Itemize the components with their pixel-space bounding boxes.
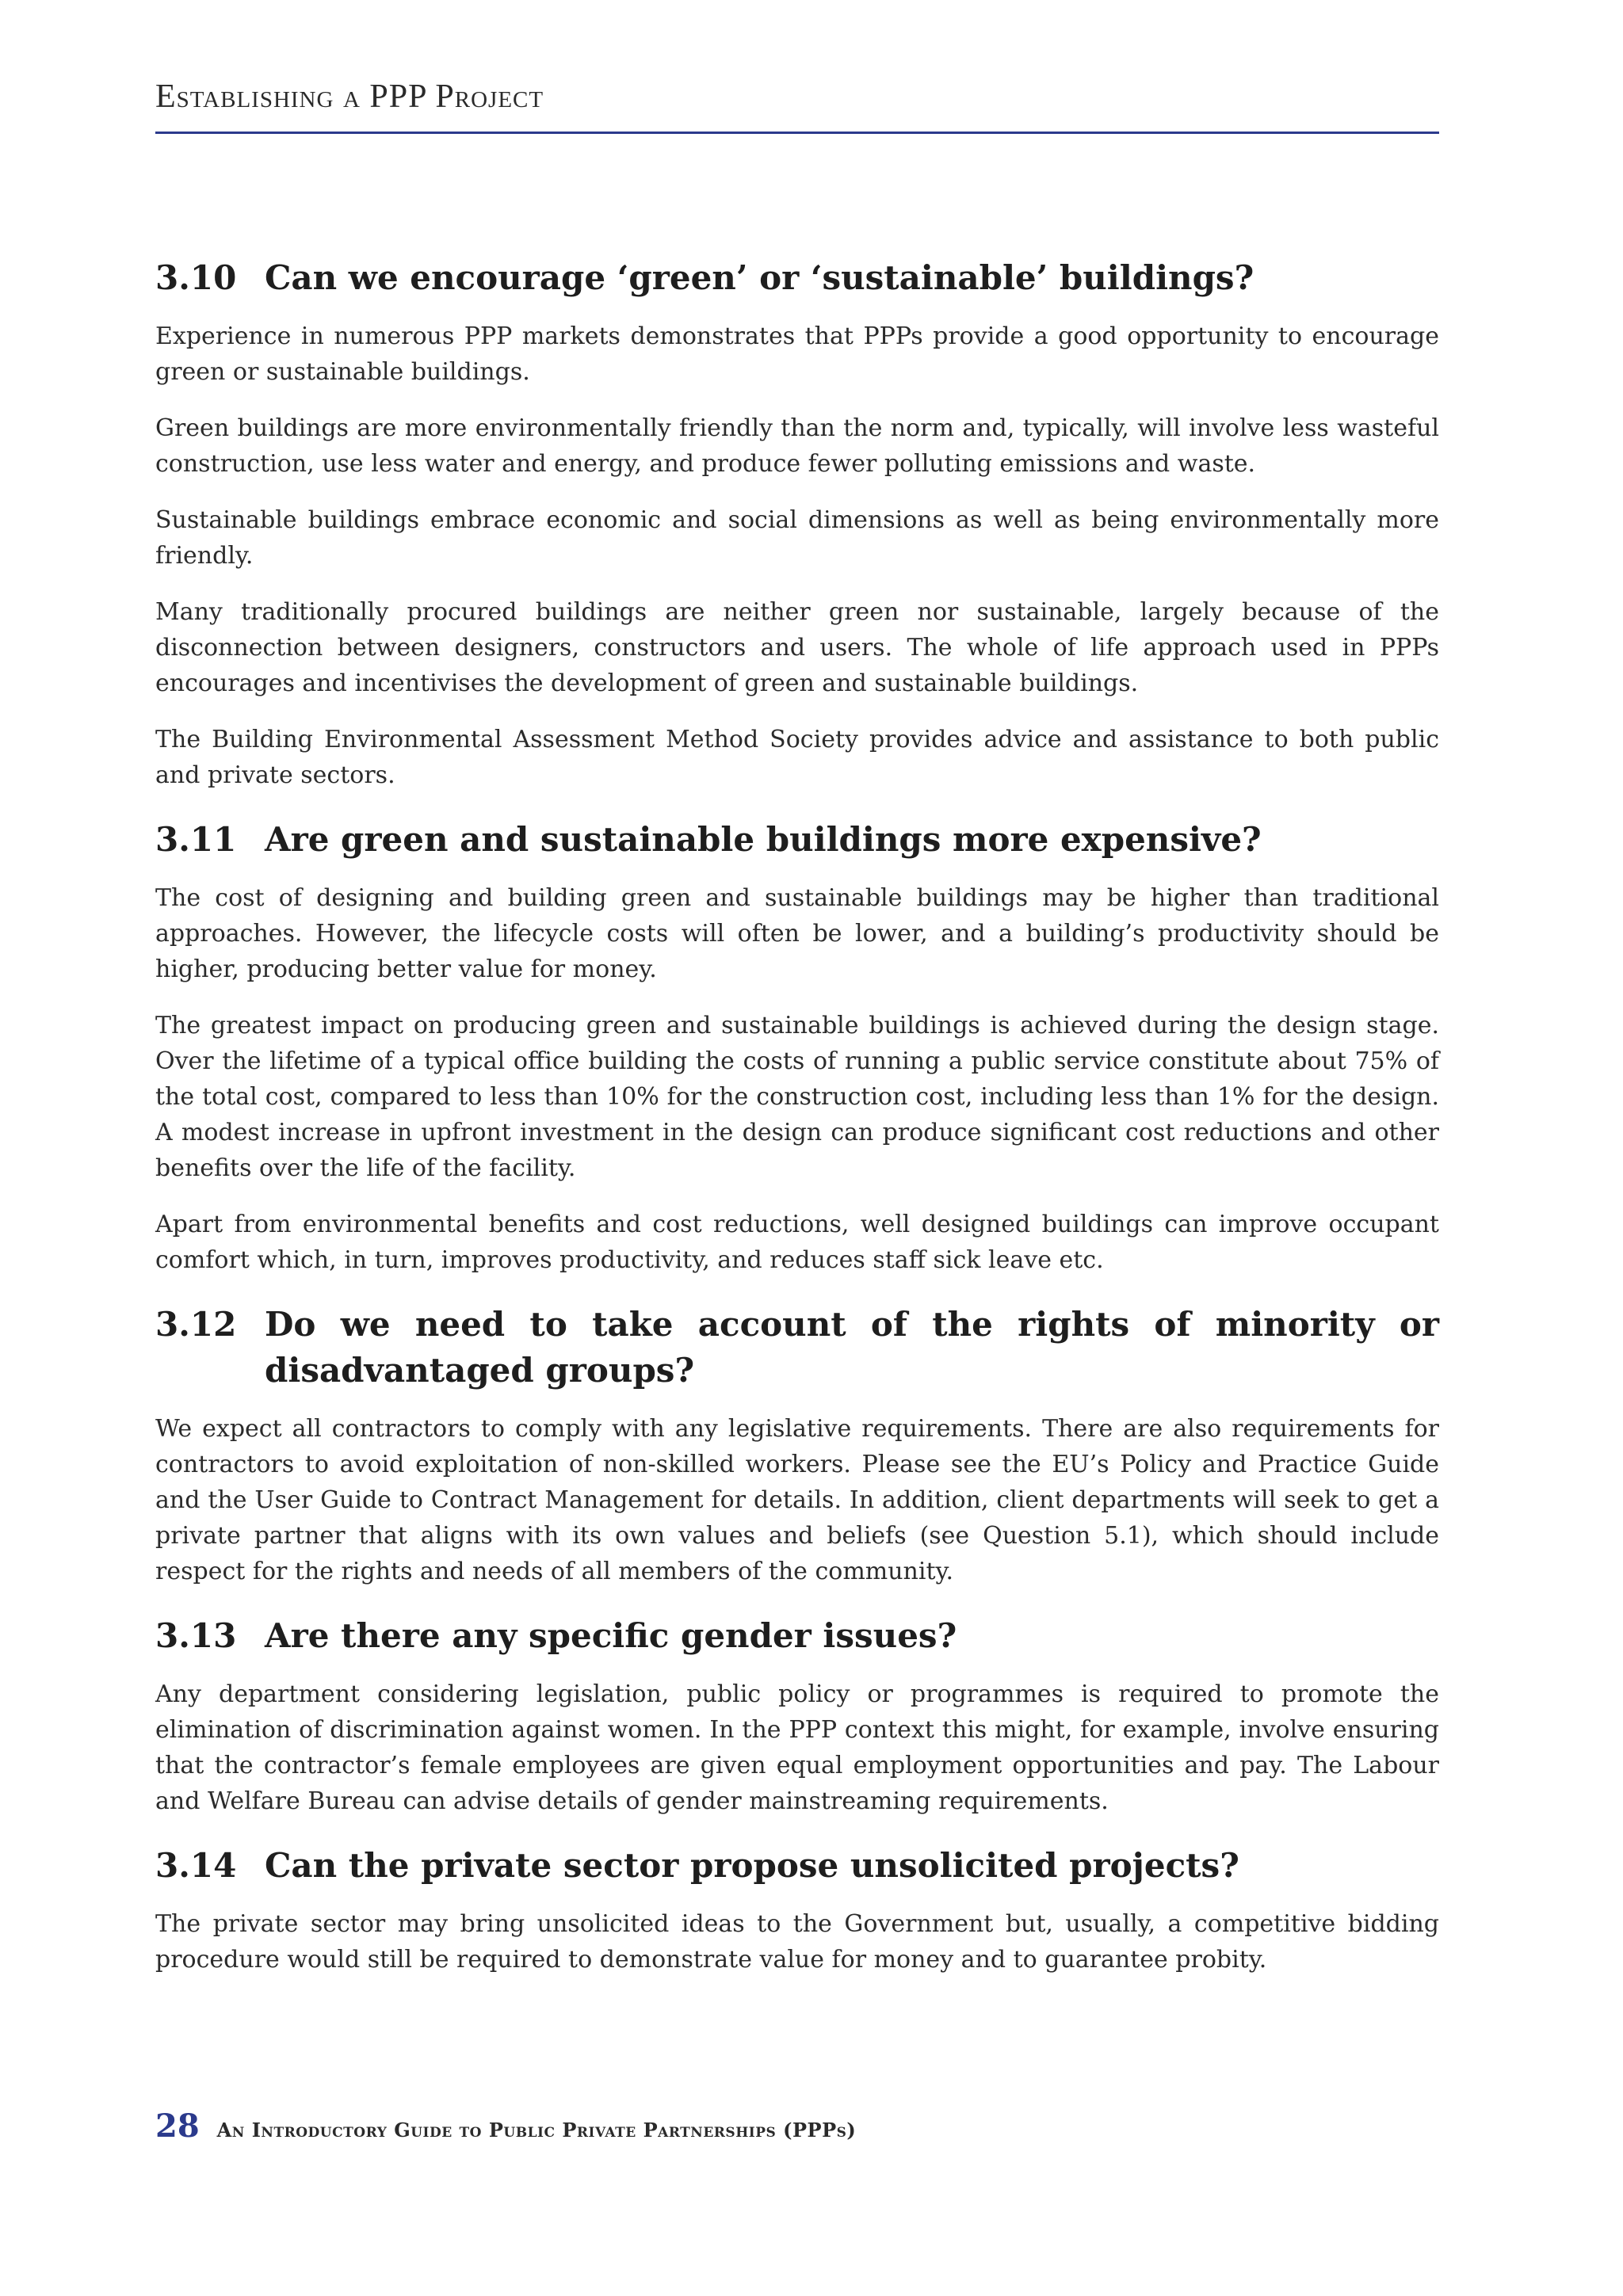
section-number: 3.13 [155, 1616, 237, 1655]
section-number: 3.10 [155, 258, 237, 297]
section-title: Do we need to take account of the rights of minority or disadvantaged groups? [265, 1305, 1439, 1390]
running-header-title: Establishing a PPP Project [155, 78, 544, 115]
section-heading [155, 255, 1439, 301]
paragraph: We expect all contractors to comply with any legislative requirements. There are also requirements for contractors to avoid exploitation of non-skilled workers. Please see the EU’s Policy and Practice Guide and the User Guide to Contract Management for details. In addition, client departments will seek to get a private partner that aligns with its own values and beliefs (see Question 5.1), which should include respect for the rights and needs of all members of the community. [155, 1415, 1439, 1585]
section-title: Are there any specific gender issues? [265, 1616, 957, 1655]
paragraph: The private sector may bring unsolicited ideas to the Government but, usually, a competitive bidding procedure would still be required to demonstrate value for money and to guarantee probity. [155, 1910, 1439, 1974]
page-footer [155, 2107, 856, 2145]
paragraph: Experience in numerous PPP markets demonstrates that PPPs provide a good opportunity to encourage green or sustainable buildings. [155, 322, 1439, 386]
paragraph: The Building Environmental Assessment Method Society provides advice and assistance to both public and private sectors. [155, 726, 1439, 789]
section-title: Can we encourage ‘green’ or ‘sustainable’ buildings? [265, 258, 1254, 297]
paragraph: Any department considering legislation, public policy or programmes is required to promote the elimination of discrimination against women. In the PPP context this might, for example, involve ensuring that the contractor’s female employees are given equal employment opportunities and pay. The Labour and Welfare Bureau can advise details of gender mainstreaming requirements. [155, 1680, 1439, 1815]
section-3-13 [155, 1613, 1439, 1819]
running-header [155, 78, 1439, 134]
paragraph: Many traditionally procured buildings are neither green nor sustainable, largely because of the disconnection between designers, constructors and users. The whole of life approach used in PPPs encourages and incentivises the development of green and sustainable buildings. [155, 598, 1439, 697]
section-3-11 [155, 817, 1439, 1278]
section-3-14 [155, 1843, 1439, 1978]
page-content [155, 255, 1439, 1998]
section-heading [155, 1843, 1439, 1889]
paragraph: Sustainable buildings embrace economic and social dimensions as well as being environmentally more friendly. [155, 506, 1439, 570]
paragraph: The cost of designing and building green and sustainable buildings may be higher than traditional approaches. However, the lifecycle costs will often be lower, and a building’s productivity should be higher, producing better value for money. [155, 884, 1439, 983]
paragraph: Green buildings are more environmentally friendly than the norm and, typically, will involve less wasteful construction, use less water and energy, and produce fewer polluting emissions and waste. [155, 414, 1439, 478]
document-page [155, 0, 1439, 2296]
section-number: 3.14 [155, 1846, 237, 1885]
section-title: Can the private sector propose unsolicited projects? [265, 1846, 1239, 1885]
paragraph: The greatest impact on producing green and sustainable buildings is achieved during the design stage. Over the lifetime of a typical office building the costs of running a public service constitute about 75% of the total cost, compared to less than 10% for the construction cost, including less than 1% for the design. A modest increase in upfront investment in the design can produce significant cost reductions and other benefits over the life of the facility. [155, 1012, 1439, 1182]
paragraph: Apart from environmental benefits and cost reductions, well designed buildings can improve occupant comfort which, in turn, improves productivity, and reduces staff sick leave etc. [155, 1211, 1439, 1274]
section-3-10 [155, 255, 1439, 793]
footer-document-title: An Introductory Guide to Public Private Partnerships (PPPs) [216, 2119, 857, 2142]
section-title: Are green and sustainable buildings more expensive? [265, 820, 1262, 859]
section-heading [155, 817, 1439, 863]
section-3-12 [155, 1302, 1439, 1589]
section-heading [155, 1302, 1439, 1394]
section-number: 3.11 [155, 820, 237, 859]
page-number: 28 [155, 2107, 200, 2145]
section-number: 3.12 [155, 1305, 237, 1344]
section-heading [155, 1613, 1439, 1659]
